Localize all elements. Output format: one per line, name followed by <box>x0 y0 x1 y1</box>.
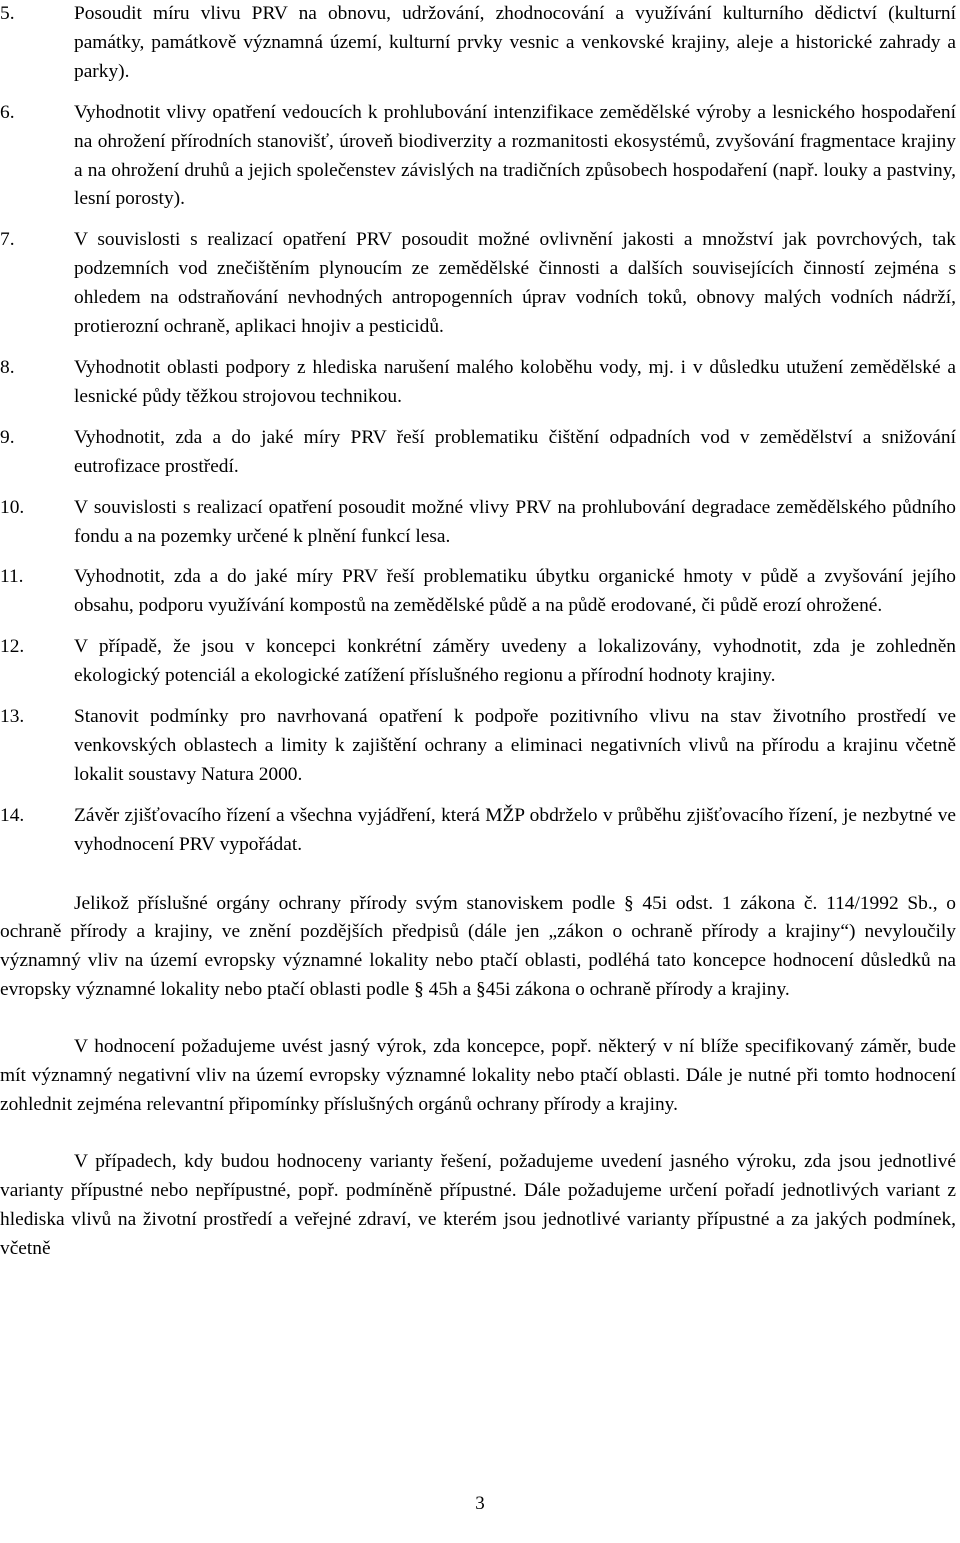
list-item <box>0 424 956 482</box>
list-item <box>0 226 956 342</box>
list-item <box>0 0 956 87</box>
item-text: Posoudit míru vlivu PRV na obnovu, udržování, zhodnocování a využívání kulturního dědictví (kulturní památky, památkově významná území, kulturní prvky vesnic a venkovské krajiny, aleje a historické zahrady a parky). <box>74 3 956 82</box>
item-number: 7. <box>0 229 15 251</box>
item-number: 10. <box>0 496 25 518</box>
list-item <box>0 99 956 215</box>
list-item <box>0 354 956 412</box>
body-paragraph: Jelikož příslušné orgány ochrany přírody svým stanoviskem podle § 45i odst. 1 zákona č. 114/1992 Sb., o ochraně přírody a krajiny, ve znění pozdějších předpisů (dále jen „zákon o ochraně přírody a krajiny“) nevyloučily významný vliv na území evropsky významné lokality nebo ptačí oblasti, podléhá tato koncepce hodnocení důsledků na evropsky významné lokality nebo ptačí oblasti podle § 45h a §45i zákona o ochraně přírody a krajiny. <box>0 892 956 1001</box>
item-text: Vyhodnotit vlivy opatření vedoucích k prohlubování intenzifikace zemědělské výroby a lesnického hospodaření na ohrožení přírodních stanovišť, úroveň biodiverzity a rozmanitosti ekosystémů, zvyšování fragmentace krajiny a na ohrožení druhů a jejich společenstev závislých na tradičních způsobech hospodaření (např. louky a pastviny, lesní porosty). <box>74 101 956 210</box>
item-text: Vyhodnotit, zda a do jaké míry PRV řeší problematiku čištění odpadních vod v zemědělství a snižování eutrofizace prostředí. <box>74 426 956 477</box>
list-item <box>0 633 956 691</box>
body-paragraph: V hodnocení požadujeme uvést jasný výrok, zda koncepce, popř. některý v ní blíže specifikovaný záměr, bude mít významný negativní vliv na území evropsky významné lokality nebo ptačí oblasti. Dále je nutné při tomto hodnocení zohlednit zejména relevantní připomínky příslušných orgánů ochrany přírody a krajiny. <box>0 1036 956 1115</box>
page-number: 3 <box>475 1493 485 1514</box>
item-text: V případě, že jsou v koncepci konkrétní záměry uvedeny a lokalizovány, vyhodnotit, zda je zohledněn ekologický potenciál a ekologické zatížení příslušného regionu a přírodní hodnoty krajiny. <box>74 636 956 687</box>
item-number: 12. <box>0 636 25 658</box>
list-item <box>0 802 956 860</box>
item-text: Závěr zjišťovacího řízení a všechna vyjádření, která MŽP obdrželo v průběhu zjišťovacího řízení, je nezbytné ve vyhodnocení PRV vypořádat. <box>74 804 956 855</box>
item-number: 8. <box>0 356 15 378</box>
list-item <box>0 703 956 790</box>
item-text: Stanovit podmínky pro navrhovaná opatření k podpoře pozitivního vlivu na stav životního prostředí ve venkovských oblastech a limity k zajištění ochrany a eliminaci negativních vlivů na přírodu a krajinu včetně lokalit soustavy Natura 2000. <box>74 706 956 785</box>
item-number: 11. <box>0 566 24 588</box>
item-number: 14. <box>0 804 25 826</box>
body-paragraph: V případech, kdy budou hodnoceny varianty řešení, požadujeme uvedení jasného výroku, zda jsou jednotlivé varianty přípustné nebo nepřípustné, popř. podmíněně přípustné. Dále požadujeme určení pořadí jednotlivých variant z hlediska vlivů na životní prostředí a veřejné zdraví, ve kterém jsou jednotlivé varianty přípustné a za jakých podmínek, včetně <box>0 1150 956 1259</box>
item-text: Vyhodnotit, zda a do jaké míry PRV řeší problematiku úbytku organické hmoty v půdě a zvyšování jejího obsahu, podporu využívání kompostů na zemědělské půdě a na půdě erodované, či půdě erozí ohrožené. <box>74 566 956 617</box>
item-text: V souvislosti s realizací opatření posoudit možné vlivy PRV na prohlubování degradace zemědělského půdního fondu a na pozemky určené k plnění funkcí lesa. <box>74 496 956 547</box>
item-text: V souvislosti s realizací opatření PRV posoudit možné ovlivnění jakosti a množství jak povrchových, tak podzemních vod znečištěním plynoucím ze zemědělské činnosti a dalších souvisejících činností zejména s ohledem na odstraňování nevhodných antropogenních úprav vodních toků, obnovy malých vodních nádrží, protierozní ochraně, aplikaci hnojiv a pesticidů. <box>74 229 956 338</box>
item-number: 5. <box>0 3 15 24</box>
item-number: 9. <box>0 426 15 448</box>
list-item <box>0 494 956 552</box>
item-text: Vyhodnotit oblasti podpory z hlediska narušení malého koloběhu vody, mj. i v důsledku utužení zemědělské a lesnické půdy těžkou strojovou technikou. <box>74 356 956 407</box>
item-number: 13. <box>0 706 25 728</box>
list-item <box>0 563 956 621</box>
item-number: 6. <box>0 101 15 123</box>
